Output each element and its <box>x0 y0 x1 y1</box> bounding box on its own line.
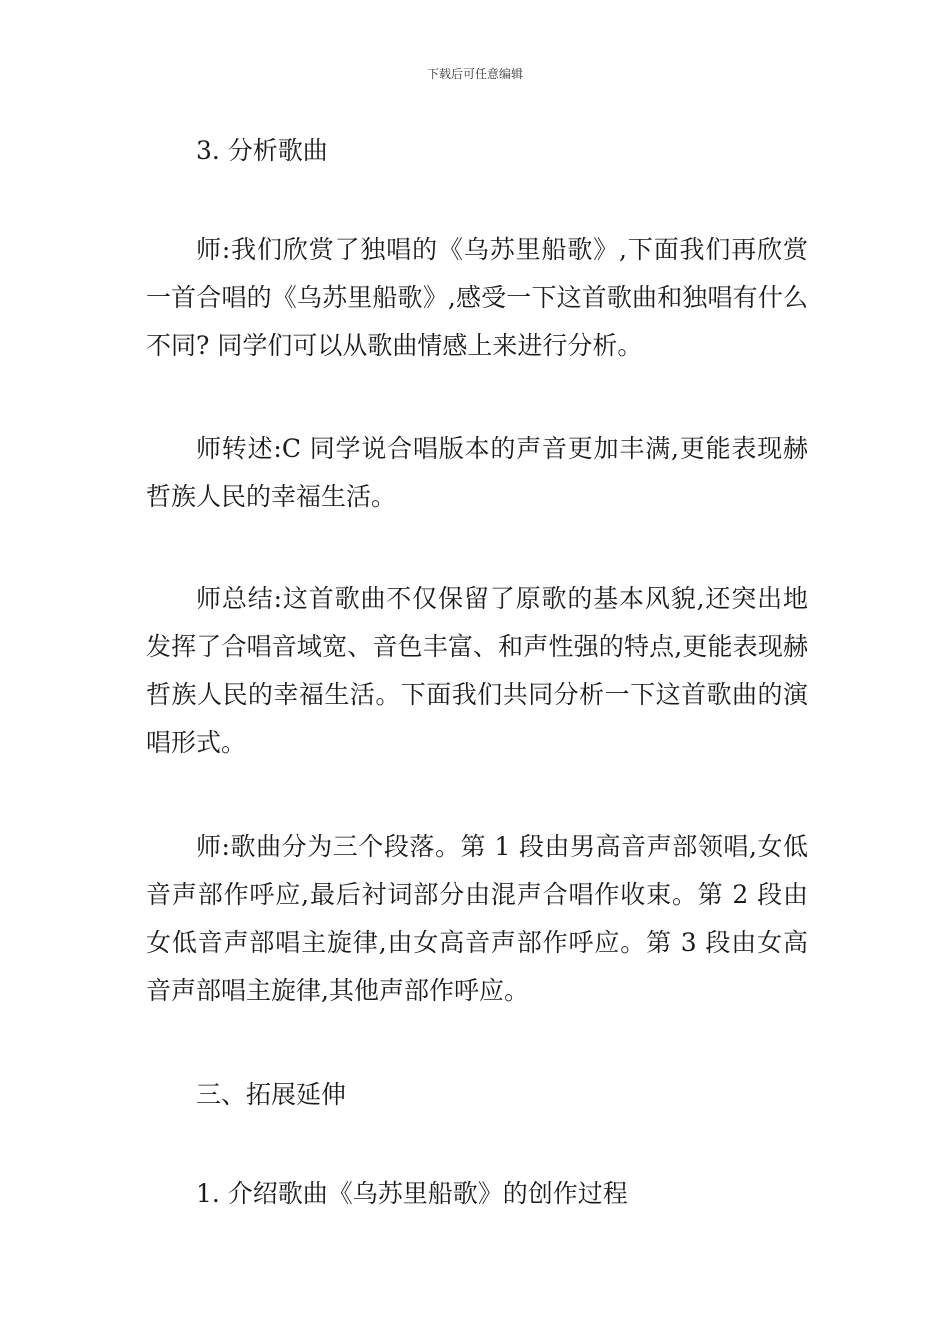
paragraph-teacher-intro: 师:我们欣赏了独唱的《乌苏里船歌》,下面我们再欣赏一首合唱的《乌苏里船歌》,感受一下这首歌曲和独唱有什么不同? 同学们可以从歌曲情感上来进行分析。 <box>146 235 808 360</box>
paragraph-teacher-summary: 师总结:这首歌曲不仅保留了原歌的基本风貌,还突出地发挥了合唱音域宽、音色丰富、和声性强的特点,更能表现赫哲族人民的幸福生活。下面我们共同分析一下这首歌曲的演唱形式。 <box>146 584 808 757</box>
item-heading-creation-process: 1. 介绍歌曲《乌苏里船歌》的创作过程 <box>196 1179 628 1208</box>
section-heading-extension: 三、拓展延伸 <box>196 1080 347 1109</box>
paragraph-teacher-relay: 师转述:C 同学说合唱版本的声音更加丰满,更能表现赫哲族人民的幸福生活。 <box>146 434 808 511</box>
paragraph-song-structure: 师:歌曲分为三个段落。第 1 段由男高音声部领唱,女低音声部作呼应,最后衬词部分由混声合唱作收束。第 2 段由女低音声部唱主旋律,由女高音声部作呼应。第 3 段由女高音声部唱主旋律,其他声部作呼应。 <box>146 832 808 1005</box>
section-heading-analyze-song: 3. 分析歌曲 <box>196 136 328 165</box>
page-header-note: 下载后可任意编辑 <box>426 67 523 81</box>
